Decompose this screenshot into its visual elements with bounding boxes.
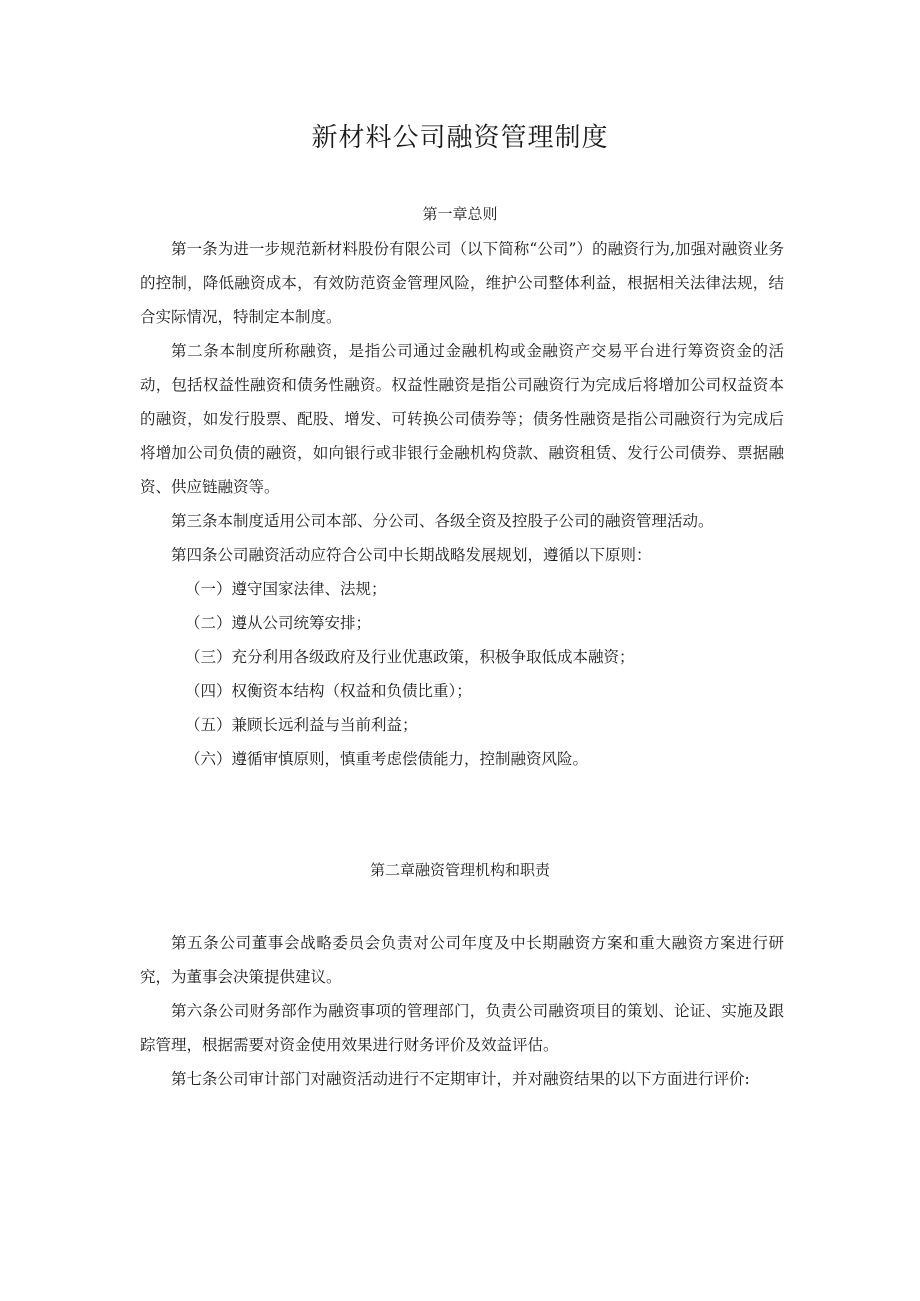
article-3: 第三条本制度适用公司本部、分公司、各级全资及控股子公司的融资管理活动。: [171, 512, 714, 530]
chapter-1-body: [140, 232, 784, 776]
chapter-2-body: [140, 926, 784, 1096]
principle-item-5: （五）兼顾长远利益与当前利益；: [185, 716, 418, 734]
article-2: 第二条本制度所称融资，是指公司通过金融机构或金融资产交易平台进行筹资资金的活动，包括权益性融资和债务性融资。权益性融资是指公司融资行为完成后将增加公司权益资本的融资，如发行股票、配股、增发、可转换公司债券等；债务性融资是指公司融资行为完成后将增加公司负债的融资，如向银行或非银行金融机构贷款、融资租赁、发行公司债券、票据融资、供应链融资等。: [140, 342, 784, 496]
chapter-heading-1: 第一章总则: [422, 205, 498, 223]
article-5: 第五条公司董事会战略委员会负责对公司年度及中长期融资方案和重大融资方案进行研究，为董事会决策提供建议。: [140, 934, 784, 986]
principle-item-2: （二）遵从公司统筹安排；: [185, 614, 372, 632]
article-1: 第一条为进一步规范新材料股份有限公司（以下简称“公司”）的融资行为,加强对融资业务的控制，降低融资成本，有效防范资金管理风险，维护公司整体利益，根据相关法律法规，结合实际情况，特制定本制度。: [140, 240, 784, 326]
principle-item-1: （一）遵守国家法律、法规；: [185, 580, 387, 598]
principle-item-3: （三）充分利用各级政府及行业优惠政策，积极争取低成本融资；: [185, 648, 635, 666]
article-4: 第四条公司融资活动应符合公司中长期战略发展规划，遵循以下原则：: [171, 546, 652, 564]
page-title: 新材料公司融资管理制度: [311, 123, 609, 153]
article-6: 第六条公司财务部作为融资事项的管理部门，负责公司融资项目的策划、论证、实施及跟踪管理，根据需要对资金使用效果进行财务评价及效益评估。: [140, 1002, 784, 1054]
article-7: 第七条公司审计部门对融资活动进行不定期审计，并对融资结果的以下方面进行评价:: [171, 1070, 750, 1088]
chapter-heading-2: 第二章融资管理机构和职责: [369, 861, 550, 879]
principle-item-6: （六）遵循审慎原则，慎重考虑偿债能力，控制融资风险。: [185, 750, 589, 768]
principle-item-4: （四）权衡资本结构（权益和负债比重）；: [185, 682, 472, 700]
